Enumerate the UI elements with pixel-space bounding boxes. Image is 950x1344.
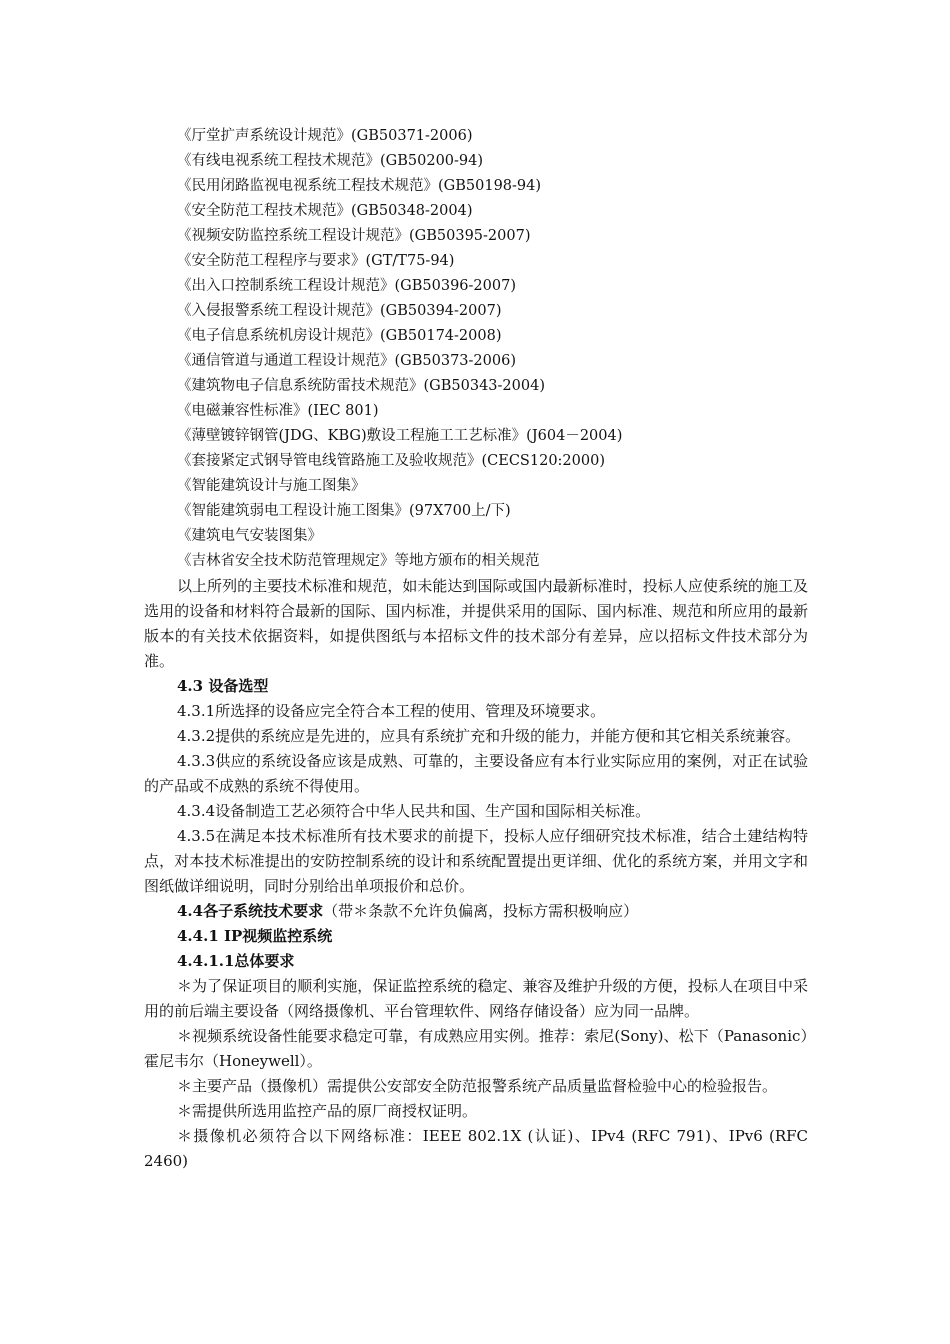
- reference-item: 《安全防范工程程序与要求》(GT/T75-94): [177, 253, 455, 269]
- paragraph-4-3-3: 4.3.3供应的系统设备应该是成熟、可靠的，主要设备应有本行业实际应用的案例，对正在试验的产品或不成熟的系统不得使用。: [144, 752, 808, 795]
- requirement-item: ＊主要产品（摄像机）需提供公安部安全防范报警系统产品质量监督检验中心的检验报告。: [177, 1077, 778, 1095]
- section-heading-4-4-note: （带＊条款不允许负偏离，投标方需积极响应）: [323, 902, 639, 920]
- paragraph-4-3-1: 4.3.1所选择的设备应完全符合本工程的使用、管理及环境要求。: [177, 702, 606, 720]
- reference-item: 《通信管道与通道工程设计规范》(GB50373-2006): [177, 353, 516, 369]
- paragraph-4-3-5: 4.3.5在满足本技术标准所有技术要求的前提下，投标人应仔细研究技术标准，结合土建结构特点，对本技术标准提出的安防控制系统的设计和系统配置提出更详细、优化的系统方案，并用文字和图纸做详细说明，同时分别给出单项报价和总价。: [144, 827, 808, 895]
- reference-item: 《民用闭路监视电视系统工程技术规范》(GB50198-94): [177, 178, 542, 194]
- section-heading-4-4-1: 4.4.1 IP视频监控系统: [177, 927, 333, 945]
- section-heading-4-4: [144, 899, 808, 924]
- requirement-item: ＊需提供所选用监控产品的原厂商授权证明。: [177, 1102, 478, 1120]
- section-heading-4-4-title: 4.4各子系统技术要求: [177, 902, 324, 920]
- reference-item: 《薄壁镀锌钢管(JDG、KBG)敷设工程施工工艺标准》(J604－2004): [177, 428, 623, 444]
- reference-item: 《入侵报警系统工程设计规范》(GB50394-2007): [177, 303, 502, 319]
- requirement-item: ＊为了保证项目的顺利实施，保证监控系统的稳定、兼容及维护升级的方便，投标人在项目中采用的前后端主要设备（网络摄像机、平台管理软件、网络存储设备）应为同一品牌。: [144, 977, 808, 1020]
- requirement-item: ＊视频系统设备性能要求稳定可靠，有成熟应用实例。推荐：索尼(Sony)、松下（Panasonic）霍尼韦尔（Honeywell）。: [144, 1027, 808, 1070]
- reference-item: 《电子信息系统机房设计规范》(GB50174-2008): [177, 328, 502, 344]
- reference-item: 《智能建筑弱电工程设计施工图集》(97X700上/下): [177, 503, 511, 519]
- document-body: [144, 124, 808, 1174]
- reference-item: 《安全防范工程技术规范》(GB50348-2004): [177, 203, 473, 219]
- section-heading-4-4-1-1: 4.4.1.1总体要求: [177, 952, 295, 970]
- reference-item: 《厅堂扩声系统设计规范》(GB50371-2006): [177, 128, 473, 144]
- reference-item: 《有线电视系统工程技术规范》(GB50200-94): [177, 153, 484, 169]
- requirement-item: ＊摄像机必须符合以下网络标准：IEEE 802.1X (认证)、IPv4 (RFC 791)、IPv6 (RFC 2460): [144, 1127, 808, 1170]
- reference-list: [144, 124, 808, 574]
- reference-item: 《建筑电气安装图集》: [177, 528, 322, 544]
- reference-item: 《出入口控制系统工程设计规范》(GB50396-2007): [177, 278, 516, 294]
- section-heading-4-3: 4.3 设备选型: [177, 677, 269, 695]
- reference-item: 《建筑物电子信息系统防雷技术规范》(GB50343-2004): [177, 378, 545, 394]
- paragraph-4-3-2: 4.3.2提供的系统应是先进的，应具有系统扩充和升级的能力，并能方便和其它相关系统兼容。: [177, 727, 801, 745]
- reference-item: 《智能建筑设计与施工图集》: [177, 478, 366, 494]
- paragraph-4-3-4: 4.3.4设备制造工艺必须符合中华人民共和国、生产国和国际相关标准。: [177, 802, 651, 820]
- reference-item: 《吉林省安全技术防范管理规定》等地方颁布的相关规范: [177, 553, 540, 569]
- reference-item: 《电磁兼容性标准》(IEC 801): [177, 403, 379, 419]
- reference-item: 《视频安防监控系统工程设计规范》(GB50395-2007): [177, 228, 531, 244]
- reference-item: 《套接紧定式钢导管电线管路施工及验收规范》(CECS120:2000): [177, 453, 605, 469]
- standards-paragraph: 以上所列的主要技术标准和规范，如未能达到国际或国内最新标准时，投标人应使系统的施工及选用的设备和材料符合最新的国际、国内标准，并提供采用的国际、国内标准、规范和所应用的最新版本的有关技术依据资料，如提供图纸与本招标文件的技术部分有差异，应以招标文件技术部分为准。: [144, 577, 808, 670]
